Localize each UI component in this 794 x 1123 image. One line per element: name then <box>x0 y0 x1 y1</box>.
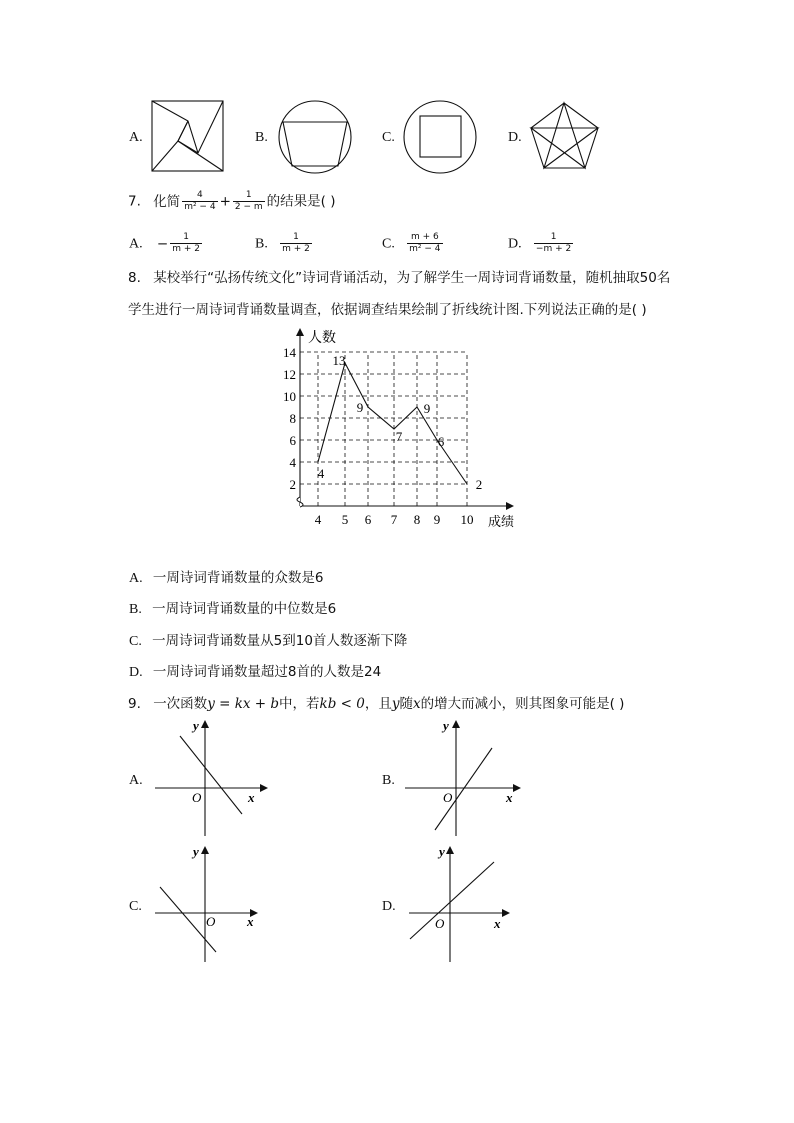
q8-option-a-text: 一周诗词背诵数量的众数是6 <box>152 570 324 586</box>
q7-number: 7. <box>128 193 141 210</box>
q9-b-x-arrow <box>513 784 521 792</box>
q7-option-a-num: 1 <box>183 232 189 242</box>
q7-fraction-1 <box>182 190 217 213</box>
q8-option-c-text: 一周诗词背诵数量从5到10首人数逐渐下降 <box>152 633 408 649</box>
q7-option-d-den: −m + 2 <box>535 244 572 254</box>
q8-option-c <box>129 632 407 651</box>
q7-option-a-den: m + 2 <box>172 244 200 254</box>
q7-option-b-fraction <box>280 232 312 255</box>
chart-data-label: 7 <box>395 429 403 444</box>
q9-graph-c <box>150 842 270 966</box>
q9-condition: kb < 0 <box>319 696 365 712</box>
chart-x-tick-label: 4 <box>314 512 322 527</box>
chart-x-tick-label: 7 <box>390 512 398 527</box>
q9-var-y: y <box>391 696 400 712</box>
q9-a-y-arrow <box>201 720 209 728</box>
q8-option-d-text: 一周诗词背诵数量超过8首的人数是24 <box>152 664 382 680</box>
q7-f1-num: 4 <box>197 190 203 200</box>
q8-text-line-2: 学生进行一周诗词背诵数量调查，依据调查结果绘制了折线统计图.下列说法正确的是( ) <box>128 302 647 318</box>
chart-y-tick-label: 12 <box>283 367 296 382</box>
q9-c-y-label: y <box>193 844 199 859</box>
q9-d-function-line <box>410 862 494 939</box>
chart-x-axis-label: 成绩 <box>488 514 515 529</box>
q7-option-d-label: D. <box>508 236 522 252</box>
q8-option-b-label: B. <box>129 602 142 617</box>
q7-plus: + <box>219 193 231 210</box>
q6-figure-b <box>276 98 354 176</box>
q9-option-c-label: C. <box>129 899 142 914</box>
q7-option-d <box>508 232 575 255</box>
q9-var-x: x <box>413 696 421 712</box>
q6-figure-c <box>402 98 480 176</box>
chart-axis-break-icon <box>297 497 303 507</box>
q7-option-a <box>129 232 204 255</box>
q8-option-c-label: C. <box>129 634 142 649</box>
q6-figure-a <box>150 99 226 173</box>
q9-suffix: 的增大而减小，则其图象可能是( ) <box>420 696 625 712</box>
q9-prefix: 一次函数 <box>153 696 208 712</box>
q9-a-y-label: y <box>193 718 199 733</box>
q6-figure-d <box>528 100 602 172</box>
chart-x-tick-label: 9 <box>433 512 441 527</box>
q7-option-a-sign: − <box>156 235 169 252</box>
q7-option-b <box>255 232 314 255</box>
q9-equation: y = kx + b <box>207 696 280 712</box>
q9-b-x-label: x <box>506 790 513 805</box>
q9-option-a-label: A. <box>129 773 143 788</box>
q8-option-a <box>129 569 324 588</box>
q9-c-y-arrow <box>201 846 209 854</box>
q6-option-a-label: A. <box>129 130 143 145</box>
chart-y-tick-label: 4 <box>289 455 296 470</box>
q9-a-function-line <box>180 736 242 814</box>
q9-number: 9. <box>128 696 141 712</box>
q7-option-c-den: m² − 4 <box>409 244 441 254</box>
q7-option-c-fraction <box>407 232 442 255</box>
chart-x-tick-label: 6 <box>364 512 372 527</box>
q9-b-origin: O <box>443 790 453 805</box>
q9-option-d-label: D. <box>382 899 396 914</box>
q8-option-a-label: A. <box>129 571 143 586</box>
q7-f2-num: 1 <box>245 190 252 200</box>
q7-option-c <box>382 232 445 255</box>
q9-d-y-arrow <box>446 846 454 854</box>
q8-number: 8. <box>128 270 141 286</box>
chart-x-tick-label: 8 <box>413 512 421 527</box>
q9-graph-d <box>404 842 519 966</box>
q9-text-1: 中，若 <box>279 696 320 712</box>
q7-option-b-den: m + 2 <box>282 244 310 254</box>
q7-f2-den: 2 − m <box>234 202 263 212</box>
chart-y-tick-label: 6 <box>289 433 296 448</box>
q8-option-d <box>129 663 381 682</box>
q6-option-d-label: D. <box>508 130 522 145</box>
question-9 <box>128 695 624 713</box>
q9-d-y-label: y <box>439 844 445 859</box>
chart-y-tick-label: 8 <box>289 411 296 426</box>
q7-option-c-num: m + 6 <box>410 232 439 242</box>
q7-option-b-label: B. <box>255 236 268 252</box>
q8-text-line-1: 某校举行“弘扬传统文化”诗词背诵活动，为了解学生一周诗词背诵数量，随机抽取50名 <box>153 270 671 286</box>
q7-option-d-fraction <box>534 232 573 255</box>
q9-c-x-label: x <box>247 914 254 929</box>
chart-y-tick-label: 14 <box>283 345 296 360</box>
chart-data-label: 4 <box>317 466 325 481</box>
chart-data-label: 13 <box>332 353 346 368</box>
chart-data-label: 9 <box>356 400 364 415</box>
q7-option-d-num: 1 <box>550 232 557 242</box>
q9-a-x-label: x <box>248 790 255 805</box>
q9-option-b-label: B. <box>382 773 395 788</box>
q6-option-b-label: B. <box>255 130 268 145</box>
chart-data-label: 2 <box>475 477 483 492</box>
q7-option-b-num: 1 <box>293 232 299 242</box>
q9-graph-a <box>150 718 270 840</box>
q9-b-y-arrow <box>452 720 460 728</box>
q7-f1-den: m² − 4 <box>184 202 216 212</box>
chart-data-label: 9 <box>423 401 431 416</box>
q7-prefix: 化简 <box>153 193 181 210</box>
q7-fraction-2 <box>233 190 265 213</box>
q9-c-origin: O <box>206 914 216 929</box>
chart-series-line <box>318 363 467 484</box>
q7-option-c-label: C. <box>382 236 395 252</box>
q9-b-y-label: y <box>443 718 449 733</box>
q8-option-b <box>129 600 336 619</box>
q9-a-origin: O <box>192 790 202 805</box>
chart-y-tick-label: 10 <box>283 389 296 404</box>
q9-d-origin: O <box>435 916 445 931</box>
q8-line-chart <box>270 325 530 535</box>
q8-option-b-text: 一周诗词背诵数量的中位数是6 <box>152 601 337 617</box>
chart-y-tick-label: 2 <box>289 477 296 492</box>
q9-b-function-line <box>435 748 492 830</box>
chart-x-tick-label: 5 <box>341 512 349 527</box>
q7-suffix: 的结果是( ) <box>266 193 336 210</box>
q9-d-x-arrow <box>502 909 510 917</box>
chart-y-axis-label: 人数 <box>308 331 336 346</box>
chart-x-axis-arrow <box>506 502 514 510</box>
question-7 <box>128 190 335 213</box>
q9-graph-b <box>400 718 525 840</box>
question-8-line-1 <box>128 269 670 287</box>
q9-d-x-label: x <box>494 916 501 931</box>
q7-option-a-label: A. <box>129 236 143 252</box>
q7-option-a-fraction <box>170 232 202 255</box>
chart-data-label: 6 <box>437 434 445 449</box>
q9-text-3: 随 <box>399 696 413 712</box>
chart-x-tick-label: 10 <box>460 512 474 527</box>
chart-y-axis-arrow <box>296 328 304 336</box>
q9-a-x-arrow <box>260 784 268 792</box>
q8-option-d-label: D. <box>129 665 143 680</box>
q6-option-c-label: C. <box>382 130 395 145</box>
q9-text-2: ，且 <box>364 696 392 712</box>
